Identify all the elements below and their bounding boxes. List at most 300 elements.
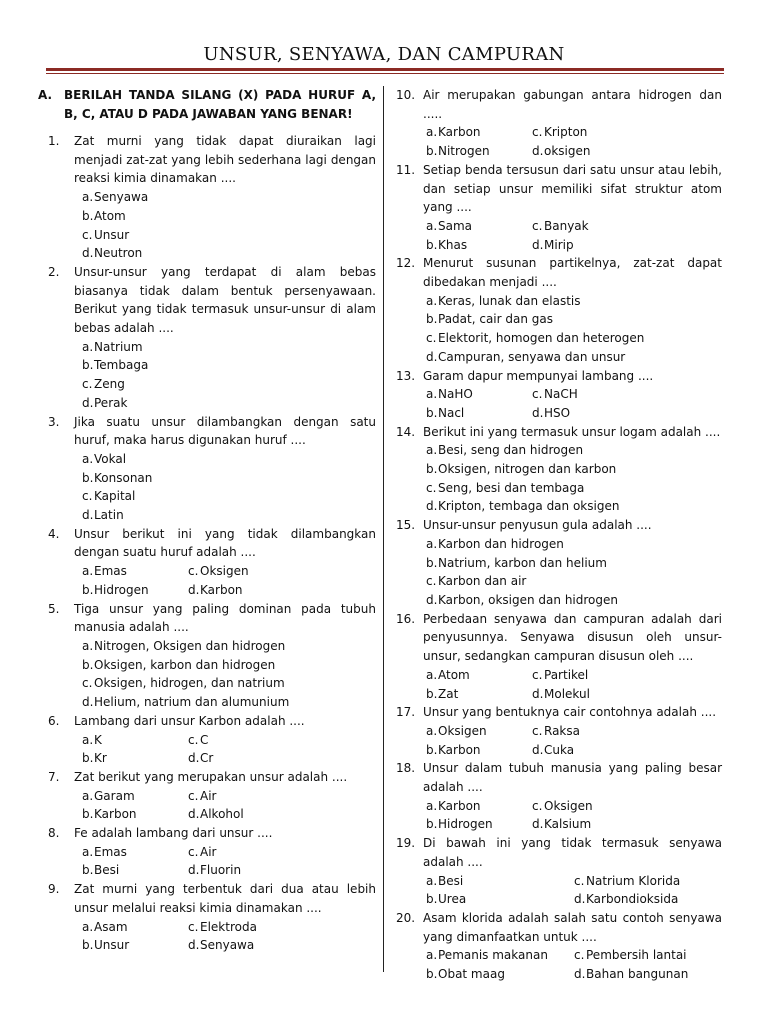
- answer-option[interactable]: [426, 946, 574, 965]
- question: [396, 516, 722, 535]
- answer-option[interactable]: [532, 815, 638, 834]
- answer-option[interactable]: [426, 591, 722, 610]
- answer-options: [396, 292, 722, 367]
- answer-option[interactable]: [426, 572, 722, 591]
- answer-options: [396, 123, 722, 160]
- question: [396, 610, 722, 666]
- answer-option[interactable]: [82, 487, 376, 506]
- answer-option[interactable]: [574, 965, 722, 984]
- answer-option[interactable]: [426, 554, 722, 573]
- option-letter: d.: [426, 499, 438, 514]
- question: [396, 834, 722, 871]
- option-row: [82, 562, 376, 581]
- answer-option[interactable]: [82, 506, 376, 525]
- answer-option[interactable]: [426, 479, 722, 498]
- option-text: Mirip: [544, 237, 574, 252]
- answer-option[interactable]: [574, 890, 722, 909]
- option-letter: b.: [426, 892, 438, 907]
- answer-option[interactable]: [82, 787, 188, 806]
- option-text: Karbon: [438, 742, 481, 757]
- option-text: Seng, besi dan tembaga: [438, 480, 585, 495]
- question-number: 17.: [396, 705, 416, 720]
- answer-option[interactable]: [426, 497, 722, 516]
- option-letter: c.: [532, 667, 543, 682]
- option-letter: c.: [532, 723, 543, 738]
- answer-option[interactable]: [426, 815, 532, 834]
- question-item: [38, 824, 376, 880]
- answer-option[interactable]: [188, 749, 294, 768]
- option-letter: a.: [426, 125, 438, 140]
- option-text: Perak: [94, 395, 128, 410]
- option-row: [426, 404, 722, 423]
- answer-options: [38, 843, 376, 880]
- page-title: UNSUR, SENYAWA, DAN CAMPURAN: [203, 44, 565, 65]
- question-text: Unsur-unsur penyusun gula adalah ....: [423, 518, 652, 533]
- answer-option[interactable]: [82, 562, 188, 581]
- question-item: [396, 516, 722, 610]
- question: [396, 703, 722, 722]
- question-number: 8.: [48, 826, 60, 841]
- option-letter: d.: [82, 395, 94, 410]
- option-text: Unsur: [94, 227, 130, 242]
- answer-option[interactable]: [426, 404, 532, 423]
- option-row: [82, 581, 376, 600]
- option-row: [82, 918, 376, 937]
- option-letter: d.: [82, 246, 94, 261]
- option-letter: b.: [82, 208, 94, 223]
- answer-option[interactable]: [532, 797, 638, 816]
- option-letter: c.: [532, 798, 543, 813]
- answer-option[interactable]: [82, 674, 376, 693]
- question: [396, 367, 722, 386]
- option-letter: a.: [426, 443, 438, 458]
- answer-options: [396, 666, 722, 703]
- option-text: Karbon: [438, 798, 481, 813]
- answer-option[interactable]: [426, 217, 532, 236]
- option-row: [426, 685, 722, 704]
- answer-option[interactable]: [426, 385, 532, 404]
- answer-option[interactable]: [426, 236, 532, 255]
- option-letter: a.: [82, 788, 94, 803]
- question: [396, 254, 722, 291]
- option-letter: a.: [426, 798, 438, 813]
- answer-options: [38, 918, 376, 955]
- question-item: [38, 600, 376, 712]
- option-row: [426, 797, 722, 816]
- answer-options: [38, 450, 376, 525]
- option-letter: c.: [82, 676, 93, 691]
- answer-option[interactable]: [426, 890, 574, 909]
- option-row: [426, 946, 722, 965]
- answer-option[interactable]: [82, 693, 376, 712]
- answer-option[interactable]: [426, 441, 722, 460]
- option-letter: d.: [188, 938, 200, 953]
- question-text: Perbedaan senyawa dan campuran adalah dari penyusunnya. Senyawa disusun oleh unsur-unsur, sedangkan campuran disusun oleh ....: [423, 611, 722, 664]
- option-letter: d.: [532, 742, 544, 757]
- answer-option[interactable]: [82, 731, 188, 750]
- option-letter: b.: [82, 657, 94, 672]
- question: [38, 768, 376, 787]
- answer-option[interactable]: [426, 965, 574, 984]
- answer-option[interactable]: [82, 450, 376, 469]
- title-rule-thick: [46, 68, 724, 71]
- question: [396, 423, 722, 442]
- option-row: [426, 666, 722, 685]
- option-text: Neutron: [94, 246, 143, 261]
- option-text: Air: [200, 788, 217, 803]
- question-number: 20.: [396, 910, 416, 925]
- option-text: Garam: [94, 788, 135, 803]
- option-text: Natrium: [94, 339, 143, 354]
- option-row: [426, 741, 722, 760]
- option-text: Cuka: [544, 742, 575, 757]
- option-text: Latin: [94, 508, 124, 523]
- option-letter: b.: [82, 582, 94, 597]
- option-row: [426, 217, 722, 236]
- option-letter: c.: [532, 218, 543, 233]
- option-text: Oksigen, karbon dan hidrogen: [94, 657, 276, 672]
- answer-option[interactable]: [426, 872, 574, 891]
- option-text: Natrium Klorida: [586, 873, 681, 888]
- question-text: Tiga unsur yang paling dominan pada tubuh manusia adalah ....: [74, 601, 376, 635]
- answer-option[interactable]: [574, 872, 722, 891]
- question-text: Fe adalah lambang dari unsur ....: [74, 826, 273, 841]
- answer-options: [396, 535, 722, 610]
- answer-option[interactable]: [426, 535, 722, 554]
- option-text: Karbondioksida: [586, 892, 679, 907]
- question: [38, 525, 376, 562]
- question-number: 3.: [48, 414, 60, 429]
- option-letter: d.: [188, 863, 200, 878]
- answer-option[interactable]: [188, 843, 294, 862]
- question-text: Di bawah ini yang tidak termasuk senyawa adalah ....: [423, 836, 722, 869]
- column-divider: [383, 86, 384, 972]
- option-text: Nacl: [438, 405, 465, 420]
- option-row: [426, 123, 722, 142]
- answer-option[interactable]: [82, 244, 376, 263]
- option-row: [426, 385, 722, 404]
- option-letter: d.: [532, 817, 544, 832]
- question-text: Zat murni yang tidak dapat diuraikan lagi menjadi zat-zat yang lebih sederhana lagi dengan reaksi kimia dinamakan ....: [74, 134, 376, 186]
- option-text: Nitrogen, Oksigen dan hidrogen: [94, 638, 286, 653]
- option-text: Fluorin: [200, 863, 242, 878]
- option-letter: d.: [532, 237, 544, 252]
- answer-option[interactable]: [82, 581, 188, 600]
- answer-option[interactable]: [426, 722, 532, 741]
- question-number: 9.: [48, 882, 60, 897]
- answer-option[interactable]: [82, 394, 376, 413]
- question-number: 6.: [48, 713, 60, 728]
- option-letter: a.: [426, 387, 438, 402]
- answer-option[interactable]: [532, 685, 638, 704]
- option-text: Kr: [94, 751, 107, 766]
- question-item: [38, 525, 376, 600]
- option-text: Pembersih lantai: [586, 948, 687, 963]
- answer-option[interactable]: [82, 188, 376, 207]
- answer-option[interactable]: [426, 329, 722, 348]
- answer-option[interactable]: [188, 731, 294, 750]
- question: [38, 132, 376, 188]
- question-number: 16.: [396, 611, 416, 626]
- option-letter: b.: [426, 144, 438, 159]
- option-text: Padat, cair dan gas: [438, 312, 554, 327]
- answer-option[interactable]: [82, 749, 188, 768]
- instruction-text: BERILAH TANDA SILANG (X) PADA HURUF A, B, C, ATAU D PADA JAWABAN YANG BENAR!: [64, 88, 376, 121]
- answer-option[interactable]: [532, 217, 638, 236]
- answer-option[interactable]: [82, 226, 376, 245]
- question-number: 11.: [396, 162, 416, 177]
- option-row: [426, 965, 722, 984]
- option-letter: c.: [426, 574, 437, 589]
- option-text: Elektorit, homogen dan heterogen: [438, 331, 645, 346]
- question-text: Garam dapur mempunyai lambang ....: [423, 368, 654, 383]
- option-letter: a.: [82, 190, 94, 205]
- answer-option[interactable]: [532, 142, 638, 161]
- option-text: Karbon, oksigen dan hidrogen: [438, 592, 618, 607]
- option-letter: a.: [426, 723, 438, 738]
- option-letter: a.: [82, 919, 94, 934]
- option-text: Alkohol: [200, 807, 244, 822]
- answer-option[interactable]: [426, 741, 532, 760]
- answer-option[interactable]: [82, 805, 188, 824]
- option-row: [82, 861, 376, 880]
- option-row: [82, 805, 376, 824]
- option-text: Helium, natrium dan alumunium: [94, 695, 290, 710]
- answer-option[interactable]: [532, 666, 638, 685]
- option-letter: c.: [188, 788, 199, 803]
- answer-option[interactable]: [188, 936, 294, 955]
- option-letter: c.: [82, 227, 93, 242]
- answer-option[interactable]: [532, 123, 638, 142]
- option-letter: a.: [426, 293, 438, 308]
- question-text: Unsur-unsur yang terdapat di alam bebas biasanya tidak dalam bentuk persenyawaan. Berikut yang tidak termasuk unsur-unsur di alam bebas adalah ....: [74, 264, 376, 336]
- option-letter: b.: [426, 742, 438, 757]
- question-item: [396, 759, 722, 834]
- option-letter: d.: [532, 686, 544, 701]
- answer-options: [396, 797, 722, 834]
- option-text: Konsonan: [94, 470, 153, 485]
- question-item: [38, 712, 376, 768]
- question-text: Berikut ini yang termasuk unsur logam adalah ....: [423, 424, 721, 439]
- option-letter: a.: [82, 638, 94, 653]
- option-text: Oksigen, nitrogen dan karbon: [438, 462, 617, 477]
- option-letter: d.: [532, 405, 544, 420]
- answer-options: [38, 787, 376, 824]
- option-text: Kripton: [544, 125, 588, 140]
- question-item: [396, 86, 722, 161]
- answer-option[interactable]: [426, 348, 722, 367]
- option-letter: b.: [426, 555, 438, 570]
- question-item: [38, 132, 376, 263]
- question: [396, 161, 722, 217]
- option-text: Air: [200, 844, 217, 859]
- question: [396, 909, 722, 946]
- answer-option[interactable]: [82, 843, 188, 862]
- option-text: Kapital: [94, 489, 136, 504]
- option-text: NaHO: [438, 387, 473, 402]
- question-item: [396, 703, 722, 759]
- option-letter: b.: [426, 967, 438, 982]
- option-text: Cr: [200, 751, 214, 766]
- answer-options: [38, 731, 376, 768]
- question-item: [38, 880, 376, 955]
- answer-option[interactable]: [532, 741, 638, 760]
- answer-option[interactable]: [188, 805, 294, 824]
- answer-option[interactable]: [82, 338, 376, 357]
- option-text: Natrium, karbon dan helium: [438, 555, 607, 570]
- option-letter: d.: [188, 582, 200, 597]
- answer-option[interactable]: [188, 861, 294, 880]
- option-text: Oksigen, hidrogen, dan natrium: [94, 676, 285, 691]
- answer-option[interactable]: [426, 142, 532, 161]
- option-letter: b.: [82, 470, 94, 485]
- option-letter: a.: [426, 948, 438, 963]
- option-letter: c.: [574, 948, 585, 963]
- instruction-label: A.: [38, 88, 53, 102]
- question-text: Setiap benda tersusun dari satu unsur atau lebih, dan setiap unsur memiliki sifat struktur atom yang ....: [423, 162, 722, 215]
- question-item: [38, 768, 376, 824]
- answer-option[interactable]: [82, 861, 188, 880]
- option-text: Banyak: [544, 218, 589, 233]
- question: [396, 86, 722, 123]
- question-number: 12.: [396, 256, 416, 271]
- option-letter: c.: [574, 873, 585, 888]
- option-letter: b.: [82, 938, 94, 953]
- option-text: Asam: [94, 919, 128, 934]
- option-letter: c.: [188, 564, 199, 579]
- answer-option[interactable]: [426, 292, 722, 311]
- question-number: 13.: [396, 368, 416, 383]
- question-number: 10.: [396, 88, 416, 102]
- option-letter: b.: [426, 686, 438, 701]
- option-letter: c.: [188, 732, 199, 747]
- question-text: Menurut susunan partikelnya, zat-zat dapat dibedakan menjadi ....: [423, 256, 722, 290]
- option-letter: a.: [82, 732, 94, 747]
- option-text: Karbon: [200, 582, 243, 597]
- answer-option[interactable]: [82, 918, 188, 937]
- answer-option[interactable]: [82, 637, 376, 656]
- option-text: Atom: [94, 208, 126, 223]
- question-text: Asam klorida adalah salah satu contoh senyawa yang dimanfaatkan untuk ....: [423, 910, 722, 944]
- option-row: [426, 722, 722, 741]
- option-letter: a.: [426, 873, 438, 888]
- option-text: Besi: [94, 863, 120, 878]
- answer-option[interactable]: [532, 236, 638, 255]
- option-text: Oksigen: [438, 723, 487, 738]
- option-text: Obat maag: [438, 967, 505, 982]
- option-row: [426, 890, 722, 909]
- left-column: [38, 86, 376, 955]
- answer-option[interactable]: [82, 207, 376, 226]
- option-letter: d.: [426, 592, 438, 607]
- answer-options: [38, 637, 376, 712]
- option-letter: a.: [426, 667, 438, 682]
- question-number: 7.: [48, 769, 60, 784]
- option-text: Bahan bangunan: [586, 967, 689, 982]
- question-text: Jika suatu unsur dilambangkan dengan satu huruf, maka harus digunakan huruf ....: [74, 414, 376, 448]
- option-text: Senyawa: [200, 938, 255, 953]
- question-text: Lambang dari unsur Karbon adalah ....: [74, 713, 305, 728]
- option-text: Pemanis makanan: [438, 948, 548, 963]
- option-text: Partikel: [544, 667, 589, 682]
- option-text: Karbon: [438, 125, 481, 140]
- option-text: Zat: [438, 686, 459, 701]
- option-letter: a.: [426, 536, 438, 551]
- question-text: Zat berikut yang merupakan unsur adalah ....: [74, 769, 348, 784]
- option-letter: b.: [426, 817, 438, 832]
- answer-option[interactable]: [82, 656, 376, 675]
- option-row: [82, 731, 376, 750]
- answer-option[interactable]: [82, 936, 188, 955]
- answer-option[interactable]: [82, 469, 376, 488]
- answer-options: [396, 217, 722, 254]
- answer-option[interactable]: [188, 918, 294, 937]
- question-item: [396, 909, 722, 984]
- question-text: Air merupakan gabungan antara hidrogen dan .....: [423, 88, 722, 121]
- question: [38, 600, 376, 637]
- option-row: [82, 936, 376, 955]
- answer-option[interactable]: [426, 310, 722, 329]
- answer-options: [396, 385, 722, 422]
- answer-option[interactable]: [532, 385, 638, 404]
- answer-option[interactable]: [574, 946, 722, 965]
- answer-option[interactable]: [532, 404, 638, 423]
- question-number: 19.: [396, 836, 416, 851]
- answer-options: [396, 441, 722, 516]
- answer-option[interactable]: [532, 722, 638, 741]
- answer-option[interactable]: [188, 581, 294, 600]
- question-item: [396, 834, 722, 909]
- option-letter: b.: [82, 863, 94, 878]
- option-text: Senyawa: [94, 190, 149, 205]
- question: [38, 413, 376, 450]
- title-rule-thin: [46, 73, 724, 74]
- question-item: [396, 610, 722, 704]
- option-letter: d.: [532, 144, 544, 159]
- question-number: 4.: [48, 526, 60, 541]
- option-letter: c.: [426, 331, 437, 346]
- answer-option[interactable]: [426, 797, 532, 816]
- option-letter: c.: [532, 387, 543, 402]
- question-number: 15.: [396, 518, 416, 533]
- answer-option[interactable]: [426, 685, 532, 704]
- option-text: Elektroda: [200, 919, 257, 934]
- question-text: Unsur yang bentuknya cair contohnya adalah ....: [423, 705, 717, 720]
- question-number: 5.: [48, 601, 60, 616]
- question-item: [396, 161, 722, 255]
- answer-options: [396, 872, 722, 909]
- instruction: [38, 86, 376, 124]
- question-item: [38, 413, 376, 525]
- answer-option[interactable]: [82, 375, 376, 394]
- option-text: Emas: [94, 844, 127, 859]
- question-item: [396, 367, 722, 423]
- option-text: Campuran, senyawa dan unsur: [438, 349, 626, 364]
- answer-option[interactable]: [426, 666, 532, 685]
- option-letter: c.: [82, 489, 93, 504]
- answer-option[interactable]: [426, 460, 722, 479]
- option-letter: a.: [82, 451, 94, 466]
- answer-option[interactable]: [82, 356, 376, 375]
- answer-option[interactable]: [426, 123, 532, 142]
- option-text: Kalsium: [544, 817, 592, 832]
- answer-option[interactable]: [188, 562, 294, 581]
- option-letter: d.: [574, 892, 586, 907]
- option-text: Karbon: [94, 807, 137, 822]
- answer-option[interactable]: [188, 787, 294, 806]
- option-row: [426, 872, 722, 891]
- option-row: [426, 815, 722, 834]
